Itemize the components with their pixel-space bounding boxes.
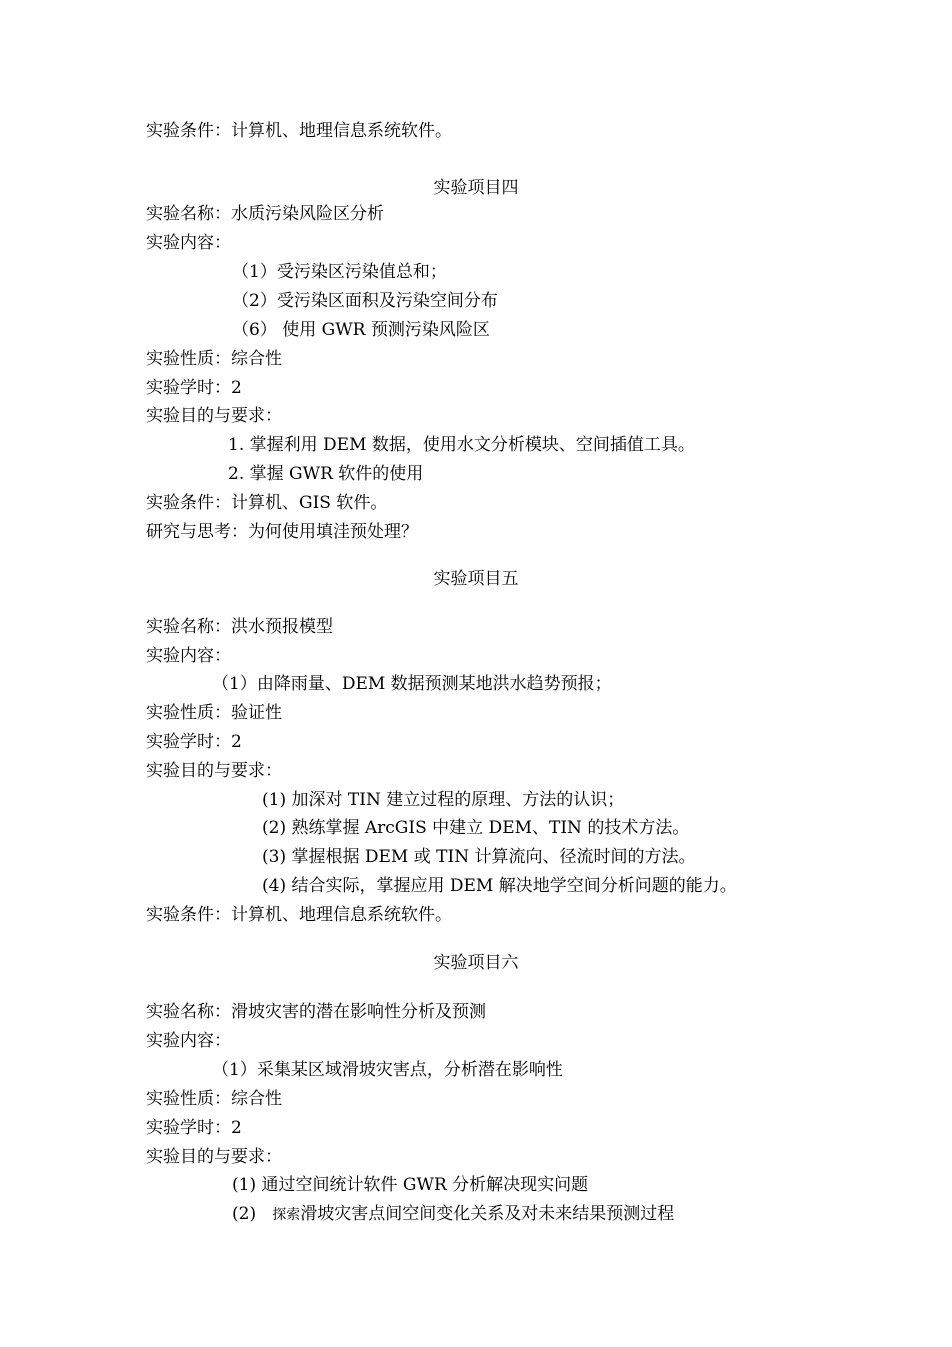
project5-content-item: （1）由降雨量、DEM 数据预测某地洪水趋势预报； <box>212 674 612 694</box>
project6-content-label: 实验内容： <box>146 1031 231 1051</box>
project4-content-item: （1）受污染区污染值总和； <box>232 262 447 282</box>
project4-title: 实验项目四 <box>433 178 519 198</box>
goal-item-rest: 滑坡灾害点间空间变化关系及对未来结果预测过程 <box>300 1204 675 1224</box>
project4-goal-item: 1. 掌握利用 DEM 数据，使用水文分析模块、空间插值工具。 <box>228 435 695 455</box>
project5-goal-item: (1) 加深对 TIN 建立过程的原理、方法的认识； <box>262 790 625 810</box>
project4-hours: 实验学时：2 <box>146 378 242 398</box>
project4-research: 研究与思考：为何使用填洼预处理？ <box>146 522 418 542</box>
project4-goal-item: 2. 掌握 GWR 软件的使用 <box>228 464 424 484</box>
project4-content-item: （6） 使用 GWR 预测污染风险区 <box>232 320 490 340</box>
project5-goal-item: (3) 掌握根据 DEM 或 TIN 计算流向、径流时间的方法。 <box>262 847 696 867</box>
project5-name: 实验名称：洪水预报模型 <box>146 617 333 637</box>
project6-name: 实验名称：滑坡灾害的潜在影响性分析及预测 <box>146 1002 486 1022</box>
project5-goal-label: 实验目的与要求： <box>146 761 282 781</box>
project5-goal-item: (4) 结合实际，掌握应用 DEM 解决地学空间分析问题的能力。 <box>262 876 737 896</box>
project5-title: 实验项目五 <box>433 569 519 589</box>
project6-goal-item <box>232 1203 674 1226</box>
top-conditions: 实验条件：计算机、地理信息系统软件。 <box>146 121 452 141</box>
goal-item-prefix: (2) <box>232 1204 273 1224</box>
project5-content-label: 实验内容： <box>146 646 231 666</box>
project4-content-item: （2）受污染区面积及污染空间分布 <box>232 291 498 311</box>
project6-hours: 实验学时：2 <box>146 1118 242 1138</box>
project4-content-label: 实验内容： <box>146 233 231 253</box>
project4-conditions: 实验条件：计算机、GIS 软件。 <box>146 493 388 513</box>
project6-goal-label: 实验目的与要求： <box>146 1147 282 1167</box>
project6-title: 实验项目六 <box>433 953 519 973</box>
project4-goal-label: 实验目的与要求： <box>146 406 282 426</box>
project6-content-item: （1）采集某区域滑坡灾害点，分析潜在影响性 <box>212 1060 563 1080</box>
project6-nature: 实验性质：综合性 <box>146 1089 282 1109</box>
goal-item-small-text: 探索 <box>272 1207 301 1223</box>
project6-goal-item: (1) 通过空间统计软件 GWR 分析解决现实问题 <box>232 1175 589 1195</box>
project5-goal-item: (2) 熟练掌握 ArcGIS 中建立 DEM、TIN 的技术方法。 <box>262 818 690 838</box>
project5-nature: 实验性质：验证性 <box>146 703 282 723</box>
project4-nature: 实验性质：综合性 <box>146 349 282 369</box>
project5-hours: 实验学时：2 <box>146 732 242 752</box>
project4-name: 实验名称：水质污染风险区分析 <box>146 204 384 224</box>
project5-conditions: 实验条件：计算机、地理信息系统软件。 <box>146 905 452 925</box>
